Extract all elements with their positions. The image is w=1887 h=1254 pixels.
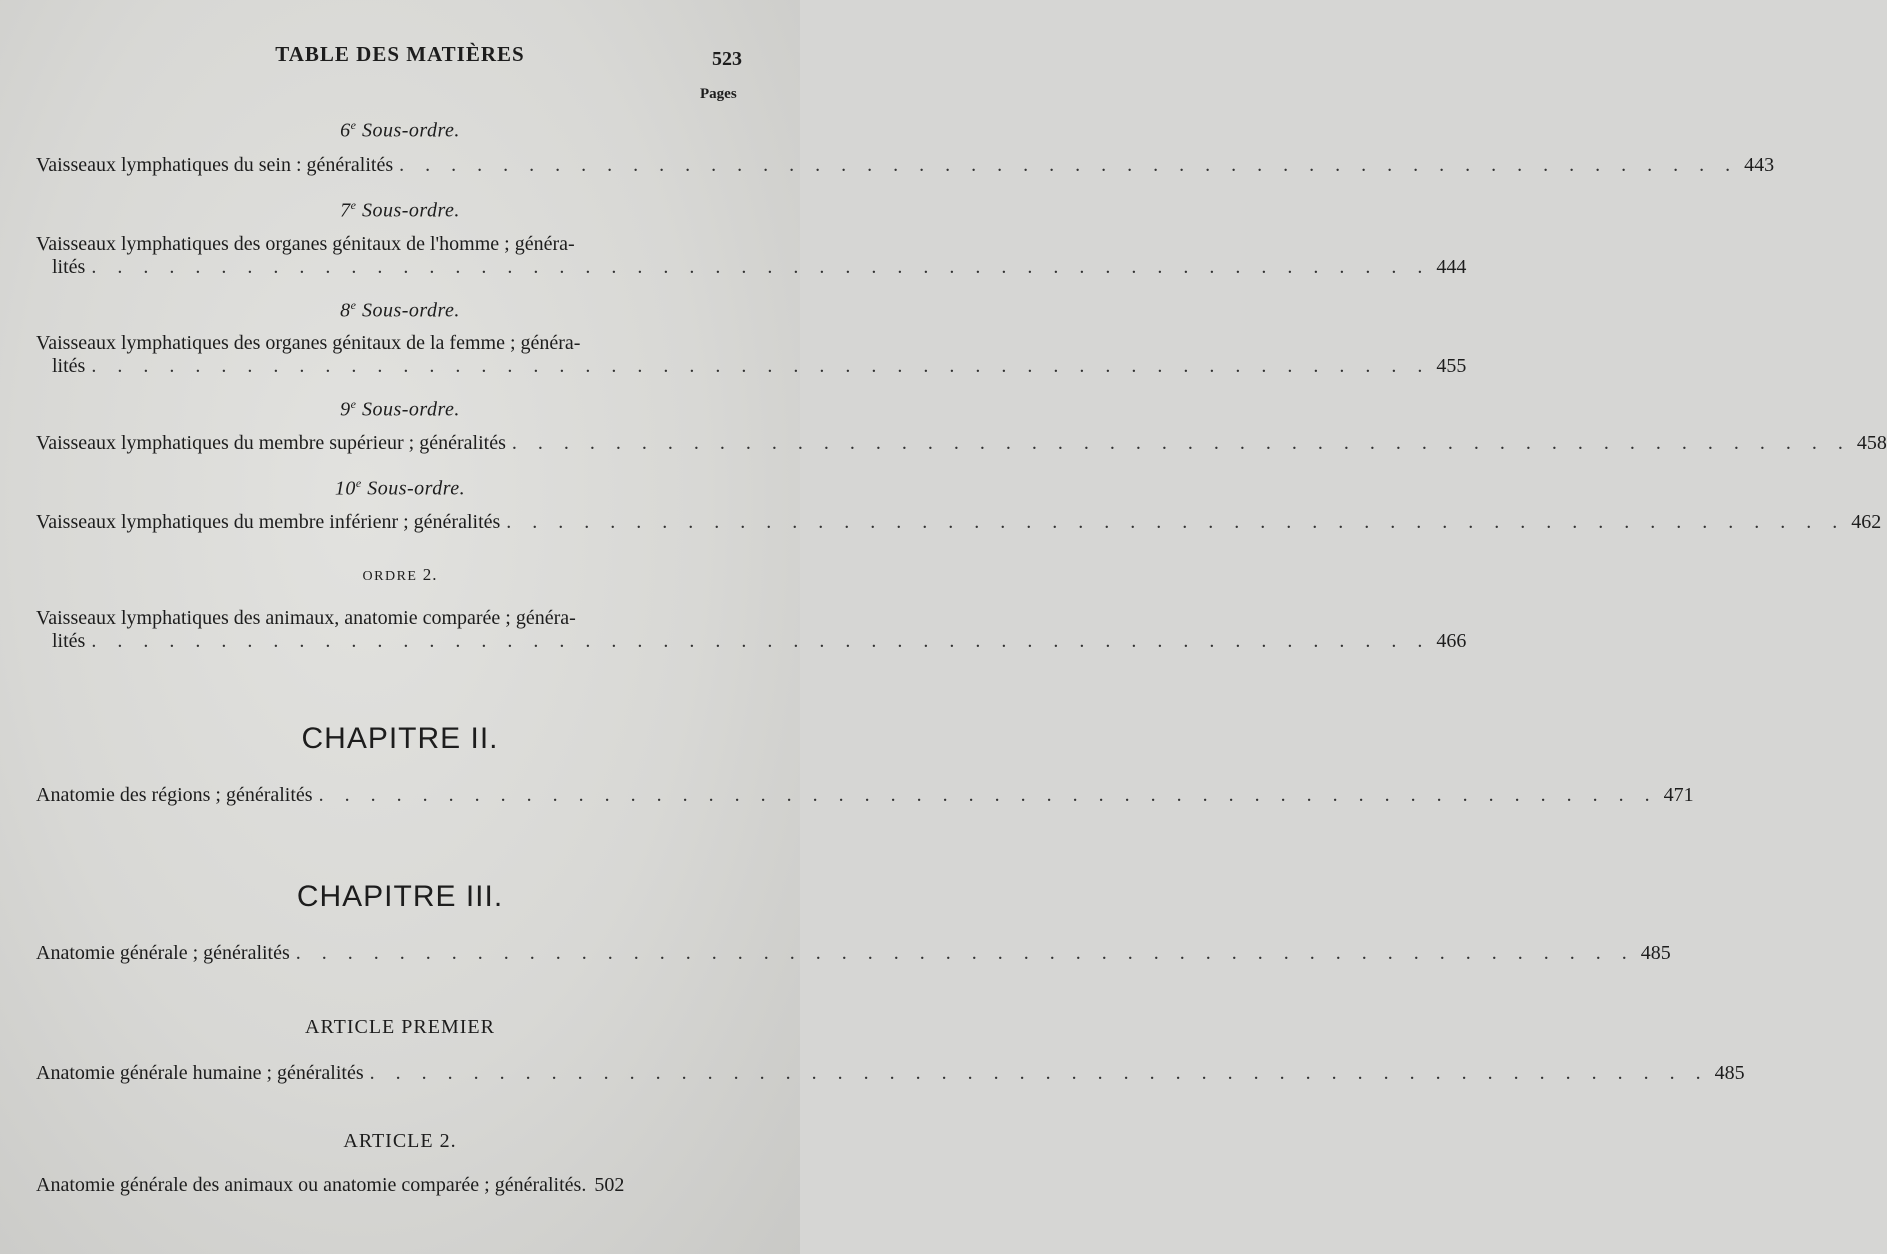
article-2-title: ARTICLE 2. bbox=[343, 1130, 457, 1152]
toc-entry-text: Anatomie générale humaine ; généralités bbox=[36, 1062, 364, 1084]
subsection-heading-superscript: e bbox=[350, 298, 357, 312]
page-number: 523 bbox=[712, 48, 742, 70]
toc-entry-page: 458 bbox=[1856, 432, 1887, 454]
toc-entry-8 bbox=[36, 332, 1467, 378]
toc-entry-text: Vaisseaux lymphatiques des organes génitaux de l'homme ; généra- bbox=[36, 233, 575, 255]
subsection-heading-superscript: e bbox=[350, 118, 357, 132]
pages-column-label: Pages bbox=[700, 86, 737, 102]
toc-entry-text: Vaisseaux lymphatiques des animaux, anatomie comparée ; généra- bbox=[36, 607, 576, 629]
subsection-heading-number: 10 bbox=[334, 477, 356, 500]
toc-entry-ordre2 bbox=[36, 607, 1467, 653]
toc-entry-text: Vaisseaux lymphatiques du sein : généralités bbox=[36, 154, 394, 176]
subsection-heading-7 bbox=[0, 198, 800, 223]
toc-entry-page: 466 bbox=[1436, 630, 1467, 652]
dot-leader: . . . . . . . . . . . . . . . . . . . . . . . . . . . . . . . . . . . . . . . . . . . . . . . . . . . . bbox=[318, 784, 1658, 806]
subsection-heading-10 bbox=[0, 476, 800, 501]
toc-entry-page: 462 bbox=[1851, 511, 1882, 533]
subsection-heading-number: 9 bbox=[340, 398, 351, 421]
subsection-heading-9 bbox=[0, 397, 800, 422]
toc-entry-text: Vaisseaux lymphatiques du membre inférienr ; généralités bbox=[36, 511, 501, 533]
toc-entry-article-1 bbox=[36, 1062, 1745, 1085]
subsection-heading-text: Sous-ordre. bbox=[356, 119, 460, 142]
subsection-heading-superscript: e bbox=[350, 397, 357, 411]
toc-entry-continuation: lités bbox=[52, 630, 86, 652]
toc-entry-page: 485 bbox=[1714, 1062, 1745, 1084]
subsection-heading-6 bbox=[0, 118, 800, 143]
toc-entry-continuation: lités bbox=[52, 355, 86, 377]
subsection-heading-text: Sous-ordre. bbox=[356, 199, 460, 222]
toc-entry-chapter-2 bbox=[36, 784, 1694, 807]
subsection-heading-text: Sous-ordre. bbox=[356, 299, 460, 322]
dot-leader: . . . . . . . . . . . . . . . . . . . . . . . . . . . . . . . . . . . . . . . . . . . . . . . . . . . . bbox=[295, 942, 1635, 964]
toc-entry-continuation: lités bbox=[52, 256, 86, 278]
ordre-heading bbox=[0, 565, 800, 585]
subsection-heading-number: 8 bbox=[340, 299, 351, 322]
toc-entry-chapter-3 bbox=[36, 942, 1671, 965]
dot-leader: . . . . . . . . . . . . . . . . . . . . . . . . . . . . . . . . . . . . . . . . . . . . . . . . . . . . bbox=[399, 154, 1739, 176]
chapter-2-title: CHAPITRE II. bbox=[301, 722, 499, 755]
chapter-3-title: CHAPITRE III. bbox=[296, 880, 504, 913]
subsection-heading-superscript: e bbox=[355, 476, 362, 490]
toc-entry-page: 485 bbox=[1640, 942, 1671, 964]
dot-leader: . . . . . . . . . . . . . . . . . . . . . . . . . . . . . . . . . . . . . . . . . . . . . . . . . . . . bbox=[91, 355, 1431, 377]
dot-leader: . . . . . . . . . . . . . . . . . . . . . . . . . . . . . . . . . . . . . . . . . . . . . . . . . . . . bbox=[369, 1062, 1709, 1084]
toc-entry-page: 502 bbox=[594, 1174, 625, 1196]
subsection-heading-8 bbox=[0, 298, 800, 323]
toc-entry-page: 455 bbox=[1436, 355, 1467, 377]
toc-entry-page: 471 bbox=[1663, 784, 1694, 806]
toc-entry-text: Anatomie des régions ; généralités bbox=[36, 784, 313, 806]
ordre-heading-word: ORDRE bbox=[362, 569, 418, 584]
dot-leader: . . . . . . . . . . . . . . . . . . . . . . . . . . . . . . . . . . . . . . . . . . . . . . . . . . . . bbox=[506, 511, 1846, 533]
ordre-heading-number: 2. bbox=[417, 565, 438, 584]
toc-entry-text: Vaisseaux lymphatiques des organes génitaux de la femme ; généra- bbox=[36, 332, 581, 354]
subsection-heading-text: Sous-ordre. bbox=[356, 398, 460, 421]
dot-leader: . . . . . . . . . . . . . . . . . . . . . . . . . . . . . . . . . . . . . . . . . . . . . . . . . . . . bbox=[91, 256, 1431, 278]
dot-leader: . . . . . . . . . . . . . . . . . . . . . . . . . . . . . . . . . . . . . . . . . . . . . . . . . . . . bbox=[91, 630, 1431, 652]
toc-entry-10 bbox=[36, 511, 1882, 534]
subsection-heading-superscript: e bbox=[350, 198, 357, 212]
running-head-title: TABLE DES MATIÈRES bbox=[275, 42, 525, 66]
toc-entry-text: Anatomie générale ; généralités bbox=[36, 942, 290, 964]
toc-entry-article-2 bbox=[36, 1174, 742, 1197]
article-1-title: ARTICLE PREMIER bbox=[305, 1016, 495, 1038]
toc-entry-page: 443 bbox=[1744, 154, 1775, 176]
subsection-heading-text: Sous-ordre. bbox=[361, 477, 466, 500]
toc-entry-9 bbox=[36, 432, 1887, 455]
toc-entry-7 bbox=[36, 233, 1467, 279]
toc-entry-text: Anatomie générale des animaux ou anatomie comparée ; généralités. bbox=[36, 1174, 587, 1196]
dot-leader: . . . . . . . . . . . . . . . . . . . . . . . . . . . . . . . . . . . . . . . . . . . . . . . . . . . . bbox=[511, 432, 1851, 454]
subsection-heading-number: 6 bbox=[340, 119, 351, 142]
toc-entry-6 bbox=[36, 154, 1775, 177]
toc-entry-text: Vaisseaux lymphatiques du membre supérieur ; généralités bbox=[36, 432, 506, 454]
toc-entry-page: 444 bbox=[1436, 256, 1467, 278]
subsection-heading-number: 7 bbox=[340, 199, 351, 222]
